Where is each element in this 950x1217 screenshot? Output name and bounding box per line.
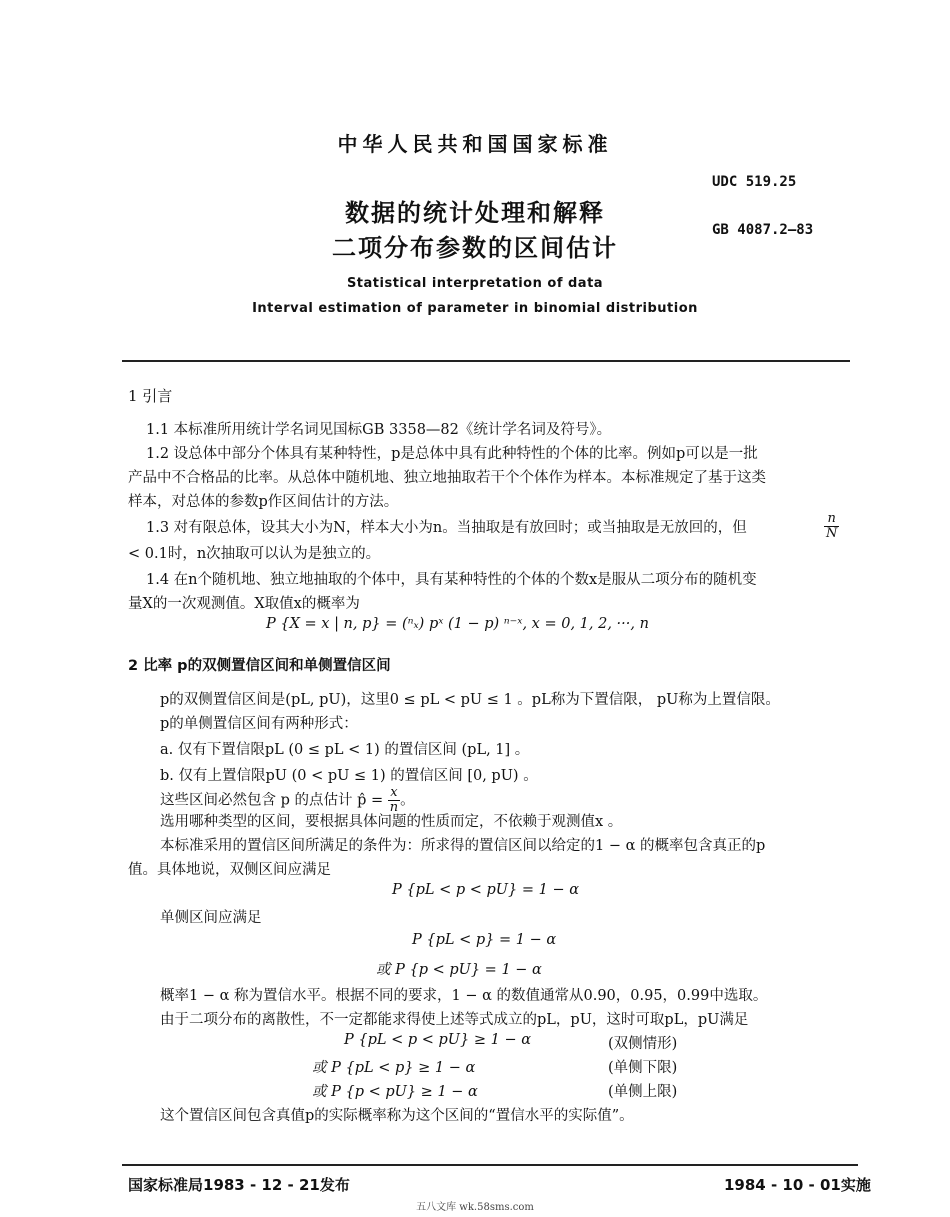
section-2-heading: 2 比率 p的双侧置信区间和单侧置信区间 xyxy=(128,658,391,674)
point-estimate-prefix: 这些区间必然包含 p 的点估计 p̂ = xyxy=(160,792,384,809)
header-divider xyxy=(122,360,850,362)
section-2-line-6: 选用哪种类型的区间，要根据具体问题的性质而定，不依赖于观测值x 。 xyxy=(160,814,623,830)
effective-date: 1984 - 10 - 01实施 xyxy=(724,1176,871,1194)
clause-1-3-fraction xyxy=(824,512,839,541)
clause-1-2-line-1: 1.2 设总体中部分个体具有某种特性，p是总体中具有此种特性的个体的比率。例如p可以是一批 xyxy=(146,446,758,462)
fraction-denominator: N xyxy=(826,526,838,541)
section-2-item-a: a. 仅有下置信限pL (0 ≤ pL < 1) 的置信区间 (pL, 1] 。 xyxy=(160,742,530,758)
two-sided-inequality: P {pL < p < pU} ≥ 1 − α xyxy=(344,1032,531,1048)
title-line-1: 数据的统计处理和解释 xyxy=(345,198,605,227)
upper-inequality: 或 P {p < pU} ≥ 1 − α xyxy=(312,1084,478,1100)
clause-1-1: 1.1 本标准所用统计学名词见国标GB 3358—82《统计学名词及符号》。 xyxy=(146,422,612,438)
section-2-item-b: b. 仅有上置信限pU (0 < pU ≤ 1) 的置信区间 [0, pU) 。 xyxy=(160,768,538,784)
english-title-line-1: Statistical interpretation of data xyxy=(346,276,604,291)
point-estimate-denominator: n xyxy=(389,800,399,815)
two-sided-equation: P {pL < p < pU} = 1 − α xyxy=(392,882,579,898)
two-sided-note: (双侧情形) xyxy=(608,1036,678,1052)
lower-one-sided-equation: P {pL < p} = 1 − α xyxy=(412,932,557,948)
section-1-heading: 1 引言 xyxy=(128,387,173,405)
upper-one-sided-equation: 或 P {p < pU} = 1 − α xyxy=(376,962,542,978)
clause-1-2-line-3: 样本，对总体的参数p作区间估计的方法。 xyxy=(128,494,399,510)
lower-note: (单侧下限) xyxy=(608,1060,678,1076)
title-line-2: 二项分布参数的区间估计 xyxy=(332,233,618,262)
footer-divider xyxy=(122,1164,858,1166)
english-title-line-2: Interval estimation of parameter in binomial distribution xyxy=(252,301,698,316)
issue-date: 国家标准局1983 - 12 - 21发布 xyxy=(128,1176,350,1194)
section-2-line-7: 本标准采用的置信区间所满足的条件为：所求得的置信区间以给定的1 − α 的概率包含真正的p xyxy=(160,838,766,854)
national-standard-heading: 中华人民共和国国家标准 xyxy=(337,132,613,156)
binomial-formula: P {X = x | n, p} = (ⁿₓ) pˣ (1 − p) ⁿ⁻ˣ, x = 0, 1, 2, ···, n xyxy=(266,616,649,632)
point-estimate-numerator: x xyxy=(388,786,400,801)
section-2-line-8: 值。具体地说，双侧区间应满足 xyxy=(128,862,331,878)
fraction-numerator: n xyxy=(824,512,839,527)
clause-1-4-line-1: 1.4 在n个随机地、独立地抽取的个体中，具有某种特性的个体的个数x是服从二项分布的随机变 xyxy=(146,572,757,588)
section-2-line-9: 单侧区间应满足 xyxy=(160,910,262,926)
clause-1-3-line-1: 1.3 对有限总体，设其大小为N，样本大小为n。当抽取是有放回时；或当抽取是无放回的，但 xyxy=(146,520,747,536)
section-2-line-1: p的双侧置信区间是(pL, pU)，这里0 ≤ pL < pU ≤ 1 。pL称为下置信限， pU称为上置信限。 xyxy=(160,692,780,708)
section-2-line-2: p的单侧置信区间有两种形式： xyxy=(160,716,358,732)
watermark: 五八文库 wk.58sms.com xyxy=(416,1202,534,1213)
clause-1-2-line-2: 产品中不合格品的比率。从总体中随机地、独立地抽取若干个个体作为样本。本标准规定了基于这类 xyxy=(128,470,766,486)
section-2-line-10: 概率1 − α 称为置信水平。根据不同的要求，1 − α 的数值通常从0.90，0.95，0.99中选取。 xyxy=(160,988,768,1004)
section-2-line-12: 这个置信区间包含真值p的实际概率称为这个区间的“置信水平的实际值”。 xyxy=(160,1108,634,1124)
clause-1-3-line-2: < 0.1时，n次抽取可以认为是独立的。 xyxy=(128,546,381,562)
lower-inequality: 或 P {pL < p} ≥ 1 − α xyxy=(312,1060,476,1076)
clause-1-4-line-2: 量X的一次观测值。X取值x的概率为 xyxy=(128,596,360,612)
udc-code: UDC 519.25 xyxy=(712,174,797,190)
point-estimate-suffix: 。 xyxy=(400,792,415,809)
upper-note: (单侧上限) xyxy=(608,1084,678,1100)
section-2-line-11: 由于二项分布的离散性，不一定都能求得使上述等式成立的pL，pU，这时可取pL，pU满足 xyxy=(160,1012,749,1028)
gb-number: GB 4087.2—83 xyxy=(712,222,814,238)
